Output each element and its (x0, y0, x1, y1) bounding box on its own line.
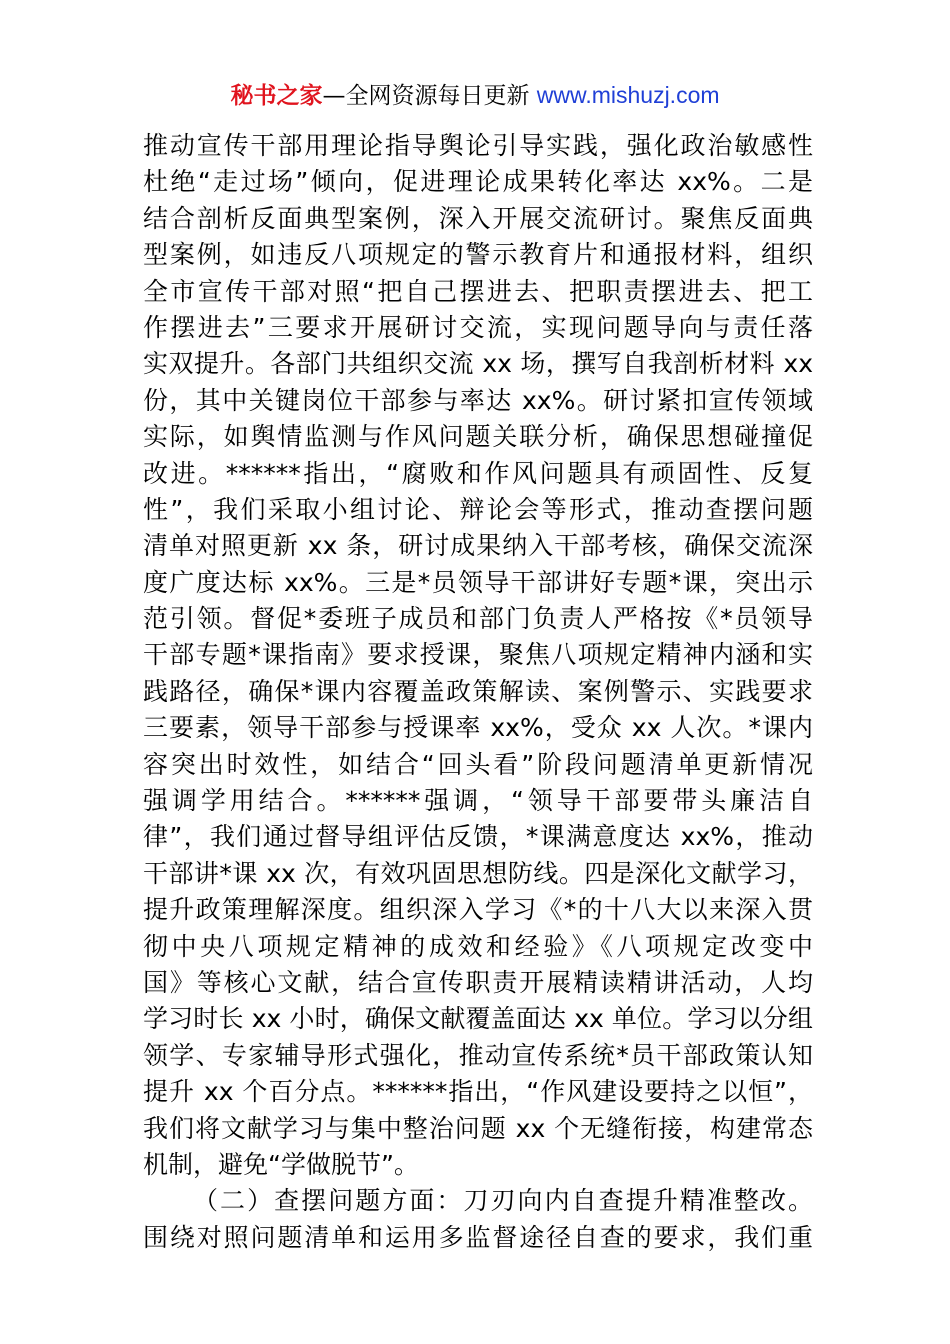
text-line: 围绕对照问题清单和运用多监督途径自查的要求，我们重 (143, 1222, 813, 1252)
text-line: 践路径，确保*课内容覆盖政策解读、案例警示、实践要求 (143, 676, 813, 706)
site-brand: 秘书之家 (230, 83, 323, 109)
text-line: 清单对照更新 xx 条，研讨成果纳入干部考核，确保交流深 (143, 531, 813, 561)
paragraph-2 (143, 1183, 813, 1256)
text-line: 度广度达标 xx%。三是*员领导干部讲好专题*课，突出示 (143, 567, 813, 597)
text-line: 干部讲*课 xx 次，有效巩固思想防线。四是深化文献学习， (143, 858, 813, 888)
text-line: 提升 xx 个百分点。******指出，“作风建设要持之以恒”， (143, 1077, 813, 1107)
text-line: 我们将文献学习与集中整治问题 xx 个无缝衔接，构建常态 (143, 1113, 813, 1143)
text-line: 实双提升。各部门共组织交流 xx 场，撰写自我剖析材料 xx (143, 349, 813, 379)
text-line: 型案例，如违反八项规定的警示教育片和通报材料，组织 (143, 240, 813, 270)
text-line: 律”，我们通过督导组评估反馈，*课满意度达 xx%，推动 (143, 822, 813, 852)
text-line: 推动宣传干部用理论指导舆论引导实践，强化政治敏感性 (143, 131, 813, 160)
text-line: 提升政策理解深度。组织深入学习《*的十八大以来深入贯 (143, 895, 813, 925)
text-line: 份，其中关键岗位干部参与率达 xx%。研讨紧扣宣传领域 (143, 385, 813, 415)
text-line: 领学、专家辅导形式强化，推动宣传系统*员干部政策认知 (143, 1040, 813, 1070)
site-header (0, 78, 950, 113)
text-line: 范引领。督促*委班子成员和部门负责人严格按《*员领导 (143, 604, 813, 634)
text-line: 彻中央八项规定精神的成效和经验》《八项规定改变中 (143, 931, 813, 961)
text-line: 国》等核心文献，结合宣传职责开展精读精讲活动，人均 (143, 967, 813, 997)
text-line: 实际，如舆情监测与作风问题关联分析，确保思想碰撞促 (143, 422, 813, 452)
section-heading-line: （二）查摆问题方面：刀刃向内自查提升精准整改。 (193, 1186, 813, 1216)
text-line: 全市宣传干部对照“把自己摆进去、把职责摆进去、把工 (143, 276, 813, 306)
text-line: 结合剖析反面典型案例，深入开展交流研讨。聚焦反面典 (143, 203, 813, 233)
site-tagline: —全网资源每日更新 (322, 83, 537, 109)
text-line: 改进。******指出，“腐败和作风问题具有顽固性、反复 (143, 458, 813, 488)
text-line: 三要素，领导干部参与授课率 xx%，受众 xx 人次。*课内 (143, 713, 813, 743)
text-line: 容突出时效性，如结合“回头看”阶段问题清单更新情况 (143, 749, 813, 779)
site-url[interactable]: www.mishuzj.com (536, 82, 720, 108)
text-line: 作摆进去”三要求开展研讨交流，实现问题导向与责任落 (143, 312, 813, 342)
text-line: 性”，我们采取小组讨论、辩论会等形式，推动查摆问题 (143, 494, 813, 524)
text-line: 杜绝“走过场”倾向，促进理论成果转化率达 xx%。二是 (143, 167, 813, 197)
paragraph-1 (143, 128, 813, 1183)
text-line: 强调学用结合。******强调，“领导干部要带头廉洁自 (143, 786, 813, 816)
text-line: 学习时长 xx 小时，确保文献覆盖面达 xx 单位。学习以分组 (143, 1004, 813, 1034)
document-body (143, 128, 813, 1256)
text-line: 机制，避免“学做脱节”。 (143, 1149, 419, 1179)
text-line: 干部专题*课指南》要求授课，聚焦八项规定精神内涵和实 (143, 640, 813, 670)
